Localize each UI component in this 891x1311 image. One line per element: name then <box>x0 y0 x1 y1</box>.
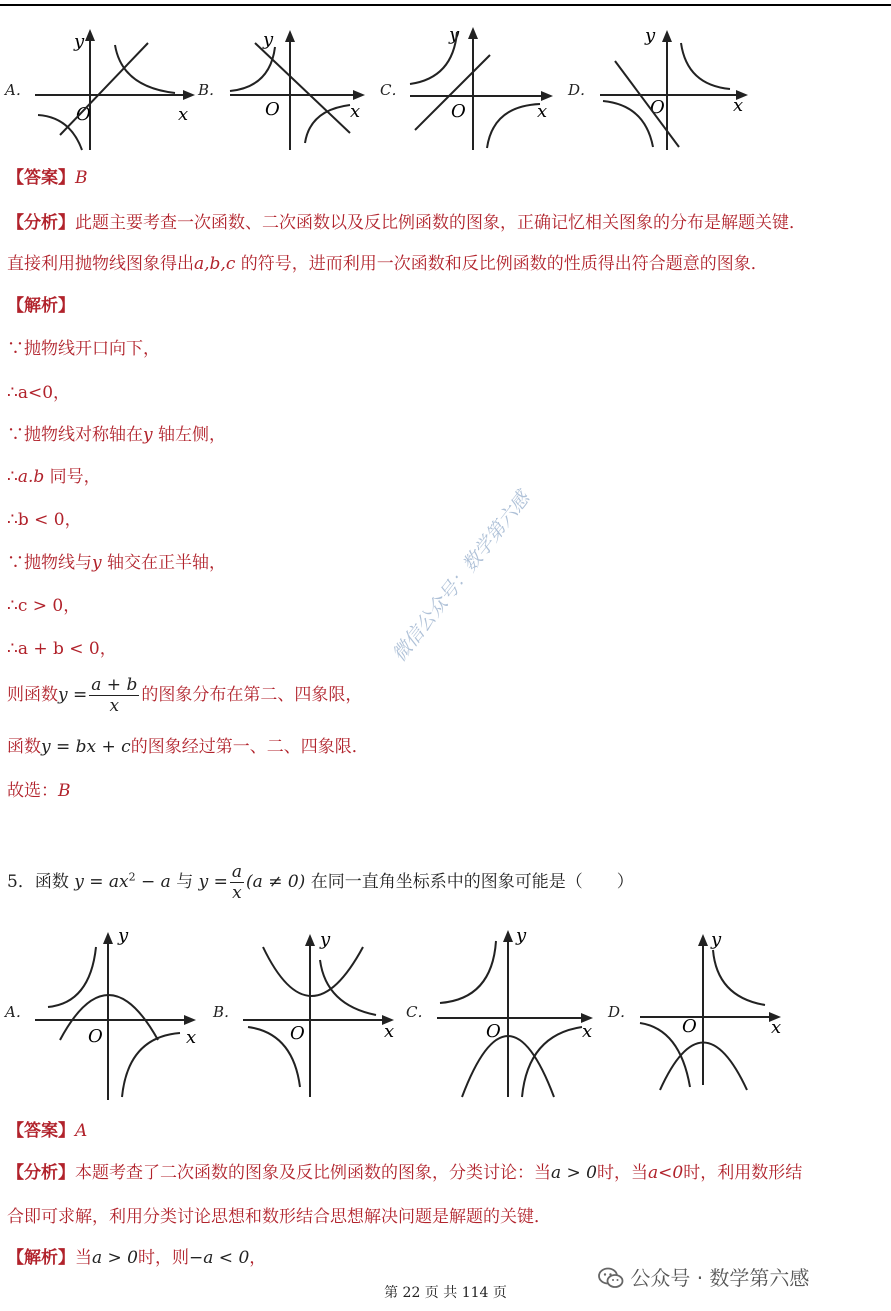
y-axis-label: y <box>516 925 527 946</box>
math-condition: (a ≠ 0) <box>246 872 306 892</box>
x-axis-arrow <box>183 90 195 100</box>
analysis-tag: 【分析】 <box>7 1163 75 1183</box>
question-number: 5． <box>7 872 35 892</box>
y-axis-label: y <box>320 929 331 950</box>
x-axis-label: x <box>771 1017 782 1038</box>
origin-label: O <box>682 1016 697 1037</box>
q5-solution-line <box>7 1247 266 1269</box>
q4-step-6 <box>7 552 226 574</box>
x-axis-label: x <box>537 101 548 122</box>
page-footer: 第 22 页 共 114 页 <box>384 1285 507 1301</box>
q5-option-letter-b: B． <box>213 1003 240 1021</box>
y-axis-arrow <box>503 930 513 942</box>
origin-label: O <box>486 1021 501 1042</box>
y-axis-arrow <box>305 934 315 946</box>
math-function: y = <box>198 872 228 892</box>
math-ab: a.b <box>17 467 45 487</box>
step-text: 函数 <box>7 737 41 757</box>
origin-label: O <box>88 1026 103 1047</box>
y-axis-arrow <box>103 932 113 944</box>
q5-stem <box>7 862 634 903</box>
q4-analysis-line-2 <box>7 253 768 275</box>
option-letter-b: B． <box>198 81 225 99</box>
q5-option-letter-c: C． <box>406 1003 433 1021</box>
x-axis-arrow <box>184 1015 196 1025</box>
hyperbola-branch-upper <box>320 960 376 1015</box>
graph-option-d <box>595 25 760 155</box>
answer-value: B <box>75 168 88 188</box>
math-quadratic: y = ax <box>74 872 129 892</box>
y-axis-label: y <box>449 24 460 45</box>
answer-value: A <box>75 1121 88 1141</box>
hyperbola-branch-upper <box>230 47 275 91</box>
q4-step-4 <box>7 466 101 488</box>
x-axis-label: x <box>384 1021 395 1042</box>
q5-analysis-line-1 <box>7 1162 802 1184</box>
analysis-text: 直接利用抛物线图象得出 <box>7 254 194 274</box>
step-text: 的图象经过第一、二、四象限． <box>130 737 369 757</box>
q5-graph-option-b <box>238 925 408 1105</box>
origin-label: O <box>290 1023 305 1044</box>
math-condition: a > 0 <box>551 1163 598 1183</box>
origin-label: O <box>650 97 665 118</box>
q5-graph-option-a <box>30 925 210 1105</box>
y-axis-label: y <box>74 31 85 52</box>
y-axis-arrow <box>662 30 672 42</box>
origin-label: O <box>451 101 466 122</box>
q5-analysis-line-2: 合即可求解，利用分类讨论思想和数形结合思想解决问题是解题的关键． <box>7 1207 551 1227</box>
step-text: 故选： <box>7 781 58 801</box>
math-exponent: 2 <box>128 870 136 884</box>
origin-label: O <box>265 99 280 120</box>
stem-text: 在同一直角坐标系中的图象可能是（ ） <box>310 872 634 892</box>
solution-tag: 【解析】 <box>7 296 75 316</box>
fraction-denominator: x <box>109 696 120 716</box>
wechat-account-name: 公众号 · 数学第六感 <box>630 1266 810 1290</box>
math-function: y = bx + c <box>41 737 131 757</box>
x-axis-arrow <box>353 90 365 100</box>
q4-step-8: ∴a + b < 0， <box>7 639 117 659</box>
step-text: ∴ <box>7 467 18 487</box>
q4-step-9 <box>7 675 362 716</box>
hyperbola-branch-lower <box>122 1033 180 1097</box>
analysis-text: 此题主要考查一次函数、二次函数以及反比例函数的图象，正确记忆相关图象的分布是解题关键． <box>75 213 806 233</box>
y-axis-label: y <box>711 929 722 950</box>
stem-text: 函数 <box>34 872 69 892</box>
q5-answer-line <box>7 1120 87 1142</box>
step-text: 的图象分布在第二、四象限， <box>141 685 363 705</box>
solution-text: ， <box>249 1248 267 1268</box>
step-text: ∵抛物线与 <box>7 553 92 573</box>
math-abc: a,b,c <box>194 254 236 274</box>
hyperbola-branch-lower <box>522 1027 582 1097</box>
analysis-tag: 【分析】 <box>7 213 75 233</box>
x-axis-label: x <box>733 95 744 116</box>
math-y: y <box>143 425 153 445</box>
linear-function-line <box>60 43 148 135</box>
step-text: 同号， <box>44 467 101 487</box>
y-axis-label: y <box>263 29 274 50</box>
x-axis-label: x <box>186 1027 197 1048</box>
q4-step-10 <box>7 736 369 758</box>
q5-graph-option-c <box>432 925 607 1105</box>
origin-label: O <box>76 104 91 125</box>
step-text: 轴交在正半轴， <box>101 553 227 573</box>
hyperbola-branch-lower <box>487 104 540 148</box>
linear-function-line <box>615 61 679 147</box>
hyperbola-branch-upper <box>681 43 730 89</box>
hyperbola-branch-lower <box>305 105 350 143</box>
math-function: y = <box>58 685 88 705</box>
option-letter-d: D． <box>568 81 596 99</box>
parabola <box>263 947 363 996</box>
x-axis-label: x <box>582 1021 593 1042</box>
y-axis-arrow <box>285 30 295 42</box>
fraction <box>230 862 244 903</box>
q5-option-letter-d: D． <box>608 1003 636 1021</box>
analysis-text: 的符号，进而利用一次函数和反比例函数的性质得出符合题意的图象． <box>235 254 768 274</box>
math-condition: −a < 0 <box>189 1248 250 1268</box>
analysis-text: 时，当 <box>597 1163 649 1183</box>
y-axis-arrow <box>85 29 95 41</box>
stem-text: 与 <box>176 872 194 892</box>
math-condition: a<0 <box>648 1163 684 1183</box>
q4-step-2: ∴a<0， <box>7 383 71 403</box>
option-letter-c: C． <box>380 81 407 99</box>
fraction <box>89 675 139 716</box>
hyperbola-branch-upper <box>115 45 175 93</box>
step-text: ∵抛物线对称轴在 <box>7 425 143 445</box>
y-axis-label: y <box>645 25 656 46</box>
q4-step-7: ∴c > 0， <box>7 596 81 616</box>
answer-tag: 【答案】 <box>7 1121 75 1141</box>
option-letter-a: A． <box>5 81 31 99</box>
answer-value: B <box>58 781 71 801</box>
watermark: 微信公众号：数学第六感 <box>388 487 535 667</box>
hyperbola-branch-upper <box>440 941 496 1003</box>
x-axis-arrow <box>541 91 553 101</box>
graph-option-c <box>405 20 565 155</box>
step-text: 轴左侧， <box>152 425 227 445</box>
graph-option-a <box>30 25 200 155</box>
fraction-denominator: x <box>232 883 242 903</box>
y-axis-arrow <box>468 27 478 39</box>
math-y: y <box>92 553 102 573</box>
analysis-text: 时，利用数形结 <box>683 1163 803 1183</box>
solution-text: 当 <box>75 1248 92 1268</box>
q5-graph-option-d <box>635 925 795 1105</box>
solution-text: 时，则 <box>138 1248 190 1268</box>
fraction-numerator: a + b <box>91 675 138 695</box>
q4-step-1: ∵抛物线开口向下， <box>7 339 160 359</box>
y-axis-arrow <box>698 934 708 946</box>
step-text: 则函数 <box>7 685 58 705</box>
fraction-numerator: a <box>231 862 243 882</box>
math-quadratic-tail: − a <box>135 872 171 892</box>
hyperbola-branch-upper <box>48 947 96 1007</box>
graph-option-b <box>225 25 375 155</box>
hyperbola-branch-upper <box>713 950 765 1005</box>
y-axis-label: y <box>118 925 129 946</box>
x-axis-label: x <box>178 104 189 125</box>
analysis-text: 本题考查了二次函数的图象及反比例函数的图象，分类讨论：当 <box>75 1163 551 1183</box>
answer-tag: 【答案】 <box>7 168 75 188</box>
q4-analysis-line-1 <box>7 212 806 234</box>
math-condition: a > 0 <box>92 1248 139 1268</box>
q4-step-3 <box>7 424 226 446</box>
solution-tag: 【解析】 <box>7 1248 75 1268</box>
q4-solution-tag-line <box>7 295 75 317</box>
q4-conclusion <box>7 780 71 802</box>
top-rule <box>0 4 891 6</box>
q4-step-5: ∴b < 0， <box>7 510 82 530</box>
x-axis-label: x <box>350 101 361 122</box>
q5-option-letter-a: A． <box>5 1003 31 1021</box>
q4-answer-line <box>7 167 88 189</box>
hyperbola-branch-lower <box>603 101 653 147</box>
